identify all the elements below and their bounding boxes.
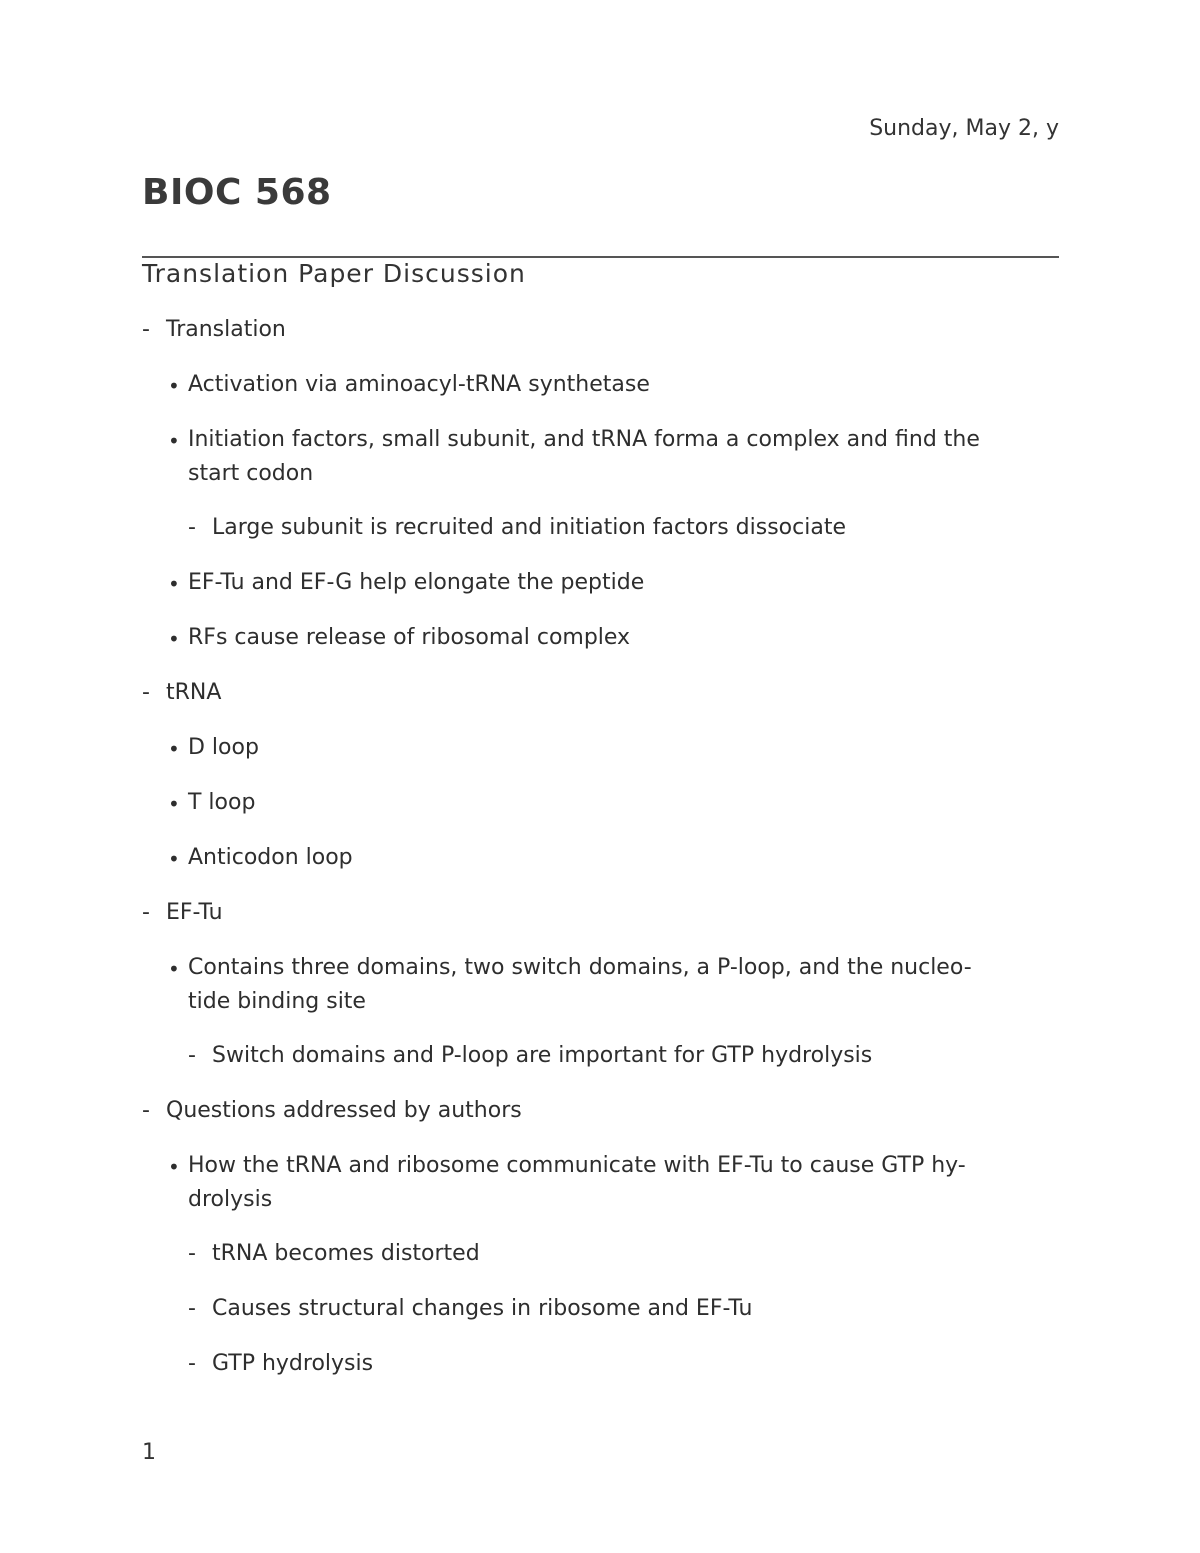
- dash-marker: -: [188, 1351, 196, 1376]
- dash-marker: -: [188, 1296, 196, 1321]
- dash-marker: -: [188, 1043, 196, 1068]
- outline-item-text: EF-Tu: [166, 900, 223, 925]
- outline-item-level-2: [142, 423, 1062, 491]
- outline-item-text: tRNA becomes distorted: [212, 1241, 480, 1266]
- bullet-marker: •: [168, 627, 180, 651]
- outline-item-text: Activation via aminoacyl-tRNA synthetase: [188, 372, 650, 397]
- outline-item-text: D loop: [188, 735, 259, 760]
- dash-marker: -: [142, 317, 150, 342]
- dash-marker: -: [142, 900, 150, 925]
- outline-item-level-1: [142, 676, 1062, 710]
- outline-item-level-2: [142, 951, 1062, 1019]
- outline-item-level-1: [142, 1094, 1062, 1128]
- outline-item-text: Translation: [166, 317, 286, 342]
- outline-item-level-2: [142, 731, 1062, 765]
- outline-item-text: Questions addressed by authors: [166, 1098, 522, 1123]
- bullet-marker: •: [168, 792, 180, 816]
- outline-item-text: tide binding site: [188, 989, 366, 1014]
- outline-item-text: tRNA: [166, 680, 222, 705]
- outline-item-level-2: [142, 841, 1062, 875]
- outline-item-text: T loop: [188, 790, 256, 815]
- bullet-marker: •: [168, 429, 180, 453]
- dash-marker: -: [142, 680, 150, 705]
- outline-item-text: How the tRNA and ribosome communicate with EF-Tu to cause GTP hy-: [188, 1153, 966, 1178]
- outline-item-level-2: [142, 621, 1062, 655]
- outline-item-level-2: [142, 786, 1062, 820]
- outline-item-text: RFs cause release of ribosomal complex: [188, 625, 631, 650]
- bullet-marker: •: [168, 572, 180, 596]
- outline-item-level-3: [142, 1347, 1062, 1381]
- outline-item-text: Anticodon loop: [188, 845, 353, 870]
- title-divider: [142, 256, 1059, 258]
- bullet-marker: •: [168, 847, 180, 871]
- bullet-marker: •: [168, 374, 180, 398]
- dash-marker: -: [188, 1241, 196, 1266]
- dash-marker: -: [142, 1098, 150, 1123]
- outline-item-level-3: [142, 511, 1062, 545]
- outline-item-level-2: [142, 566, 1062, 600]
- bullet-marker: •: [168, 737, 180, 761]
- outline-item-level-2: [142, 1149, 1062, 1217]
- outline-item-text: Contains three domains, two switch domains, a P-loop, and the nucleo-: [188, 955, 972, 980]
- outline-item-text: Large subunit is recruited and initiation factors dissociate: [212, 515, 846, 540]
- outline-item-text: GTP hydrolysis: [212, 1351, 374, 1376]
- outline-item-text: EF-Tu and EF-G help elongate the peptide: [188, 570, 645, 595]
- dash-marker: -: [188, 515, 196, 540]
- course-title: BIOC 568: [142, 172, 332, 213]
- outline-item-text: Causes structural changes in ribosome and EF-Tu: [212, 1296, 753, 1321]
- date-header: Sunday, May 2, y: [869, 116, 1059, 141]
- outline-item-level-3: [142, 1039, 1062, 1073]
- outline-item-text: start codon: [188, 461, 314, 486]
- page-number: 1: [142, 1440, 156, 1465]
- outline-item-text: Switch domains and P-loop are important for GTP hydrolysis: [212, 1043, 873, 1068]
- outline-item-level-3: [142, 1237, 1062, 1271]
- outline-item-level-2: [142, 368, 1062, 402]
- outline-item-text: Initiation factors, small subunit, and tRNA forma a complex and find the: [188, 427, 980, 452]
- document-subtitle: Translation Paper Discussion: [142, 259, 526, 288]
- outline-item-level-3: [142, 1292, 1062, 1326]
- bullet-marker: •: [168, 1155, 180, 1179]
- outline-item-level-1: [142, 313, 1062, 347]
- outline-item-text: drolysis: [188, 1187, 273, 1212]
- bullet-marker: •: [168, 957, 180, 981]
- outline-item-level-1: [142, 896, 1062, 930]
